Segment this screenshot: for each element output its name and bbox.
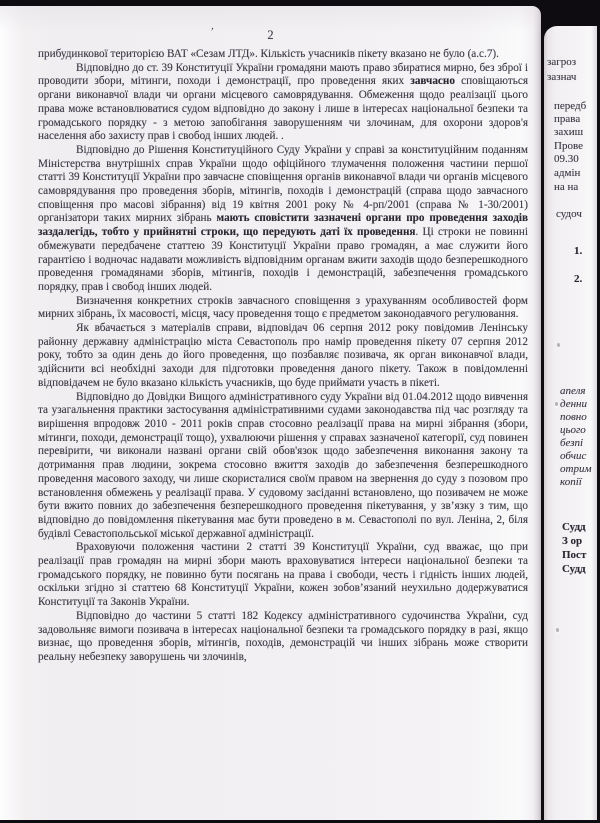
next-page-text-fragment: захиш	[554, 126, 584, 138]
next-page-text-fragment: 09.30	[554, 153, 579, 165]
paragraph: прибудинкової територією ВАТ «Сезам ЛТД». Кількість учасників пікету вказано не було (а.с.7).	[38, 48, 499, 60]
next-page-text-fragment: денни	[560, 398, 587, 410]
paragraph: Відповідно до Довідки Вищого адміністративного суду України від 01.04.2012 щодо вивчення та узагальнення практики застосування адміністративними судами законодавства під час розгляду та вирішення впродовж 2010 - 2011 років справ стосовно реалізації права на мирні зібрання (збори, мітинги, походи, демонстрації тощо), ухвалюючи рішення у справах зазначеної категорії, суд повинен перевірити, чи виконали названі органи свій обов'язок щодо забезпечення виконання закону та дотримання прав людини, зокрема стосовно вжиття заходів до забезпечення безперешкодного проведення масового заходу, чи лише скористалися своїм правом на звернення до суду з позовом про встановлення обмежень у реалізації права. У судовому засіданні встановлено, що позивачем не може бути вжито повних до забезпечення безперешкодного проведення пікетування, у зв’язку з тим, що відповідно до повідомлення пікетування має бути проведено в м. Севастополі по вул. Леніна, 2, біля будівлі Севастопольської міської державної адміністрації.	[38, 390, 528, 540]
main-page-sheet	[0, 6, 541, 820]
next-page-text-fragment: на на	[554, 181, 579, 193]
paragraph: Враховуючи положення частини 2 статті 39 Конституції України, суд вважає, що при реалізації прав громадян на мирні збори мають враховуватися інтереси національної безпеки та громадського порядку, не повинно бути посягань на права і свободи, честь і гідність інших людей, оскільки згідно зі статтею 68 Конституції України, кожен зобов’язаний неухильно додержуватися Конституції та Законів України.	[38, 541, 528, 609]
binding-hole	[556, 628, 559, 632]
next-page-text-fragment: адмін	[554, 167, 581, 179]
document-text	[38, 48, 528, 665]
next-page-text-fragment: повно	[560, 411, 587, 423]
next-page-text-fragment: Судд	[562, 563, 586, 575]
next-page-text-fragment: Пост	[562, 549, 587, 561]
page-number: 2	[267, 28, 274, 42]
next-page-text-fragment: загроз	[547, 56, 577, 68]
next-page-text-fragment: 2.	[574, 273, 583, 285]
next-page-text-fragment: апеля	[560, 385, 586, 397]
paragraph: Як вбачається з матеріалів справи, відповідач 06 серпня 2012 року повідомив Ленінську районну державну адміністрацію міста Севастополь про намір проведення пікету 07 серпня 2012 року, тобто за один день до його проведення, що позбавляє позивача, як орган виконавчої влади, здійснити всі необхідні заходи для підготовки проведення даного пікету. Також в повідомленні відповідачем не було вказано кількість учасників, що буде приймати участь в пікеті.	[38, 322, 528, 389]
paragraph: Відповідно до частини 5 статті 182 Кодексу адміністративного судочинства України, суд задовольняє вимоги позивача в інтересах національної безпеки та громадського порядку в разі, якщо визнає, що проведення зборів, мітингів, походів, демонстрацій чи інших зібрань може створити реальну небезпеку заворушень чи злочинів,	[38, 609, 528, 663]
paragraph: Відповідно до Рішення Конституційного Суду України у справі за конституційним поданням Міністерства внутрішніх справ України щодо офіційного тлумачення положення частини першої статті 39 Конституції України про завчасне сповіщення органів виконавчої влади чи органів місцевого самоврядування про проведення зборів, мітингів, походів і демонстрацій (справа щодо завчасного сповіщення про масові зібрання) від 19 квітня 2001 року № 4-рп/2001 (справа № 1-30/2001) організатори таких мирних зібрань мають сповістити зазначені органи про проведення заходів заздалегідь, тобто у прийнятні строки, що передують даті їх проведення. Ці строки не повинні обмежувати передбачене статтею 39 Конституції України право громадян, а має служити його гарантією і водночас надавати можливість відповідним органам вжити заходів щодо безперешкодного проведення громадянами зборів, мітингів, походів і демонстрацій, забезпечення громадського порядку, прав і свобод інших людей.	[38, 143, 529, 293]
next-page-text-fragment: Прове	[554, 140, 583, 152]
next-page-text-fragment: передб	[554, 100, 587, 112]
paragraph: Визначення конкретних строків завчасного сповіщення з урахуванням особливостей форм мирних зібрань, їх масовості, місця, часу проведення тощо є предметом законодавчого регулювання.	[38, 294, 528, 321]
next-page-text-fragment: права	[554, 113, 581, 125]
next-page-text-fragment: зазнач	[547, 71, 577, 83]
paragraph: Відповідно до ст. 39 Конституції України громадяни мають право збиратися мирно, без зброї і проводити збори, мітинги, походи і демонстрації, про проведення яких завчасно сповіщаються органи виконавчої влади чи органи місцевого самоврядування. Обмеження щодо реалізації цього права може встановлюватися судом відповідно до закону і лише в інтересах національної безпеки та громадського порядку - з метою запобігання заворушенням чи злочинам, для охорони здоров'я населення або захисту прав і свобод інших людей. .	[38, 61, 528, 143]
next-page-text-fragment: отрим	[560, 463, 592, 475]
next-page-text-fragment: 1.	[574, 245, 583, 257]
binding-hole	[557, 343, 560, 347]
next-page-text-fragment: копії	[560, 476, 582, 488]
next-page-sheet	[544, 26, 597, 820]
next-page-text-fragment: обчис	[560, 450, 587, 462]
next-page-text-fragment: Судд	[562, 521, 586, 533]
scan-artifact-mark: ’	[209, 25, 215, 39]
next-page-text-fragment: безпі	[560, 437, 584, 449]
next-page-text-fragment: судоч	[556, 208, 582, 220]
next-page-text-fragment: З ор	[562, 535, 583, 547]
binding-hole	[555, 402, 558, 406]
next-page-text-fragment: цього	[560, 424, 586, 436]
